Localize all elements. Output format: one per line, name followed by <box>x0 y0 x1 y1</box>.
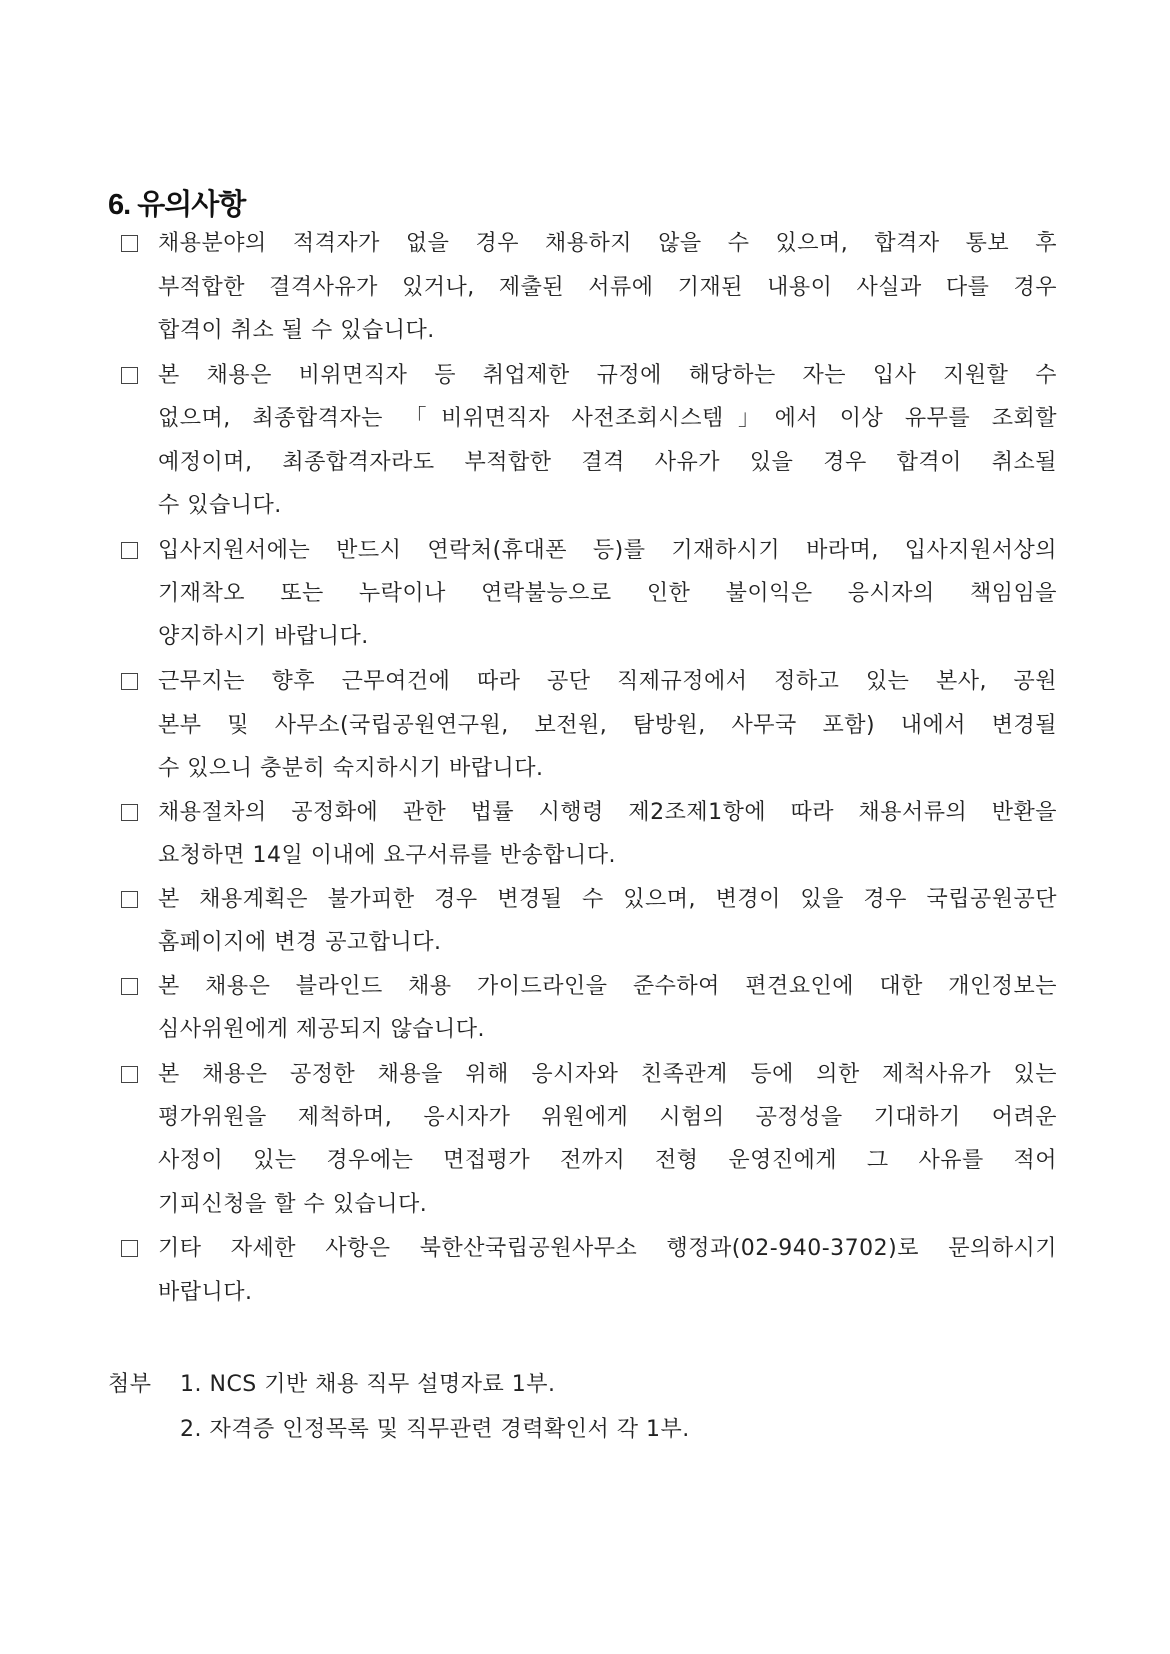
notice-line: 없으며, 최종합격자는 「비위면직자 사전조회시스템」에서 이상 유무를 조회할 <box>158 406 1057 431</box>
notice-line: 본부 및 사무소(국립공원연구원, 보전원, 탐방원, 사무국 포함) 내에서 변경될 <box>158 713 1057 738</box>
checkbox-bullet-icon <box>121 1066 138 1083</box>
notice-line: 사정이 있는 경우에는 면접평가 전까지 전형 운영진에게 그 사유를 적어 <box>158 1148 1057 1173</box>
notice-line: 본 채용계획은 불가피한 경우 변경될 수 있으며, 변경이 있을 경우 국립공원공단 <box>158 887 1057 912</box>
notice-line: 심사위원에게 제공되지 않습니다. <box>158 1017 486 1042</box>
notice-line: 기피신청을 할 수 있습니다. <box>158 1192 428 1217</box>
notice-line: 수 있으니 충분히 숙지하시기 바랍니다. <box>158 756 544 781</box>
notice-line: 채용분야의 적격자가 없을 경우 채용하지 않을 수 있으며, 합격자 통보 후 <box>158 231 1057 256</box>
notice-line: 양지하시기 바랍니다. <box>158 624 369 649</box>
checkbox-bullet-icon <box>121 673 138 690</box>
notice-line: 입사지원서에는 반드시 연락처(휴대폰 등)를 기재하시기 바라며, 입사지원서상의 <box>158 538 1057 563</box>
checkbox-bullet-icon <box>121 891 138 908</box>
checkbox-bullet-icon <box>121 367 138 384</box>
notice-line: 수 있습니다. <box>158 493 282 518</box>
checkbox-bullet-icon <box>121 804 138 821</box>
notice-line: 근무지는 향후 근무여건에 따라 공단 직제규정에서 정하고 있는 본사, 공원 <box>158 669 1057 694</box>
notice-line: 기재착오 또는 누락이나 연락불능으로 인한 불이익은 응시자의 책임임을 <box>158 581 1057 606</box>
notice-line: 평가위원을 제척하며, 응시자가 위원에게 시험의 공정성을 기대하기 어려운 <box>158 1105 1057 1130</box>
notice-line: 채용절차의 공정화에 관한 법률 시행령 제2조제1항에 따라 채용서류의 반환을 <box>158 800 1057 825</box>
attachments-label: 첨부 <box>108 1372 152 1397</box>
checkbox-bullet-icon <box>121 1240 138 1257</box>
notice-line: 바랍니다. <box>158 1280 253 1305</box>
notice-line: 예정이며, 최종합격자라도 부적합한 결격 사유가 있을 경우 합격이 취소될 <box>158 450 1057 475</box>
checkbox-bullet-icon <box>121 235 138 252</box>
checkbox-bullet-icon <box>121 542 138 559</box>
checkbox-bullet-icon <box>121 978 138 995</box>
notice-line: 요청하면 14일 이내에 요구서류를 반송합니다. <box>158 843 616 868</box>
notice-line: 홈페이지에 변경 공고합니다. <box>158 930 442 955</box>
attachment-item: 1. NCS 기반 채용 직무 설명자료 1부. <box>180 1372 556 1397</box>
notice-line: 본 채용은 공정한 채용을 위해 응시자와 친족관계 등에 의한 제척사유가 있는 <box>158 1062 1057 1087</box>
notice-line: 본 채용은 블라인드 채용 가이드라인을 준수하여 편견요인에 대한 개인정보는 <box>158 974 1057 999</box>
notice-line: 부적합한 결격사유가 있거나, 제출된 서류에 기재된 내용이 사실과 다를 경우 <box>158 275 1057 300</box>
notice-line: 기타 자세한 사항은 북한산국립공원사무소 행정과(02-940-3702)로 문의하시기 <box>158 1236 1057 1261</box>
notice-line: 합격이 취소 될 수 있습니다. <box>158 318 435 343</box>
section-heading: 6. 유의사항 <box>108 189 246 221</box>
notice-line: 본 채용은 비위면직자 등 취업제한 규정에 해당하는 자는 입사 지원할 수 <box>158 363 1057 388</box>
attachment-item: 2. 자격증 인정목록 및 직무관련 경력확인서 각 1부. <box>180 1417 690 1442</box>
